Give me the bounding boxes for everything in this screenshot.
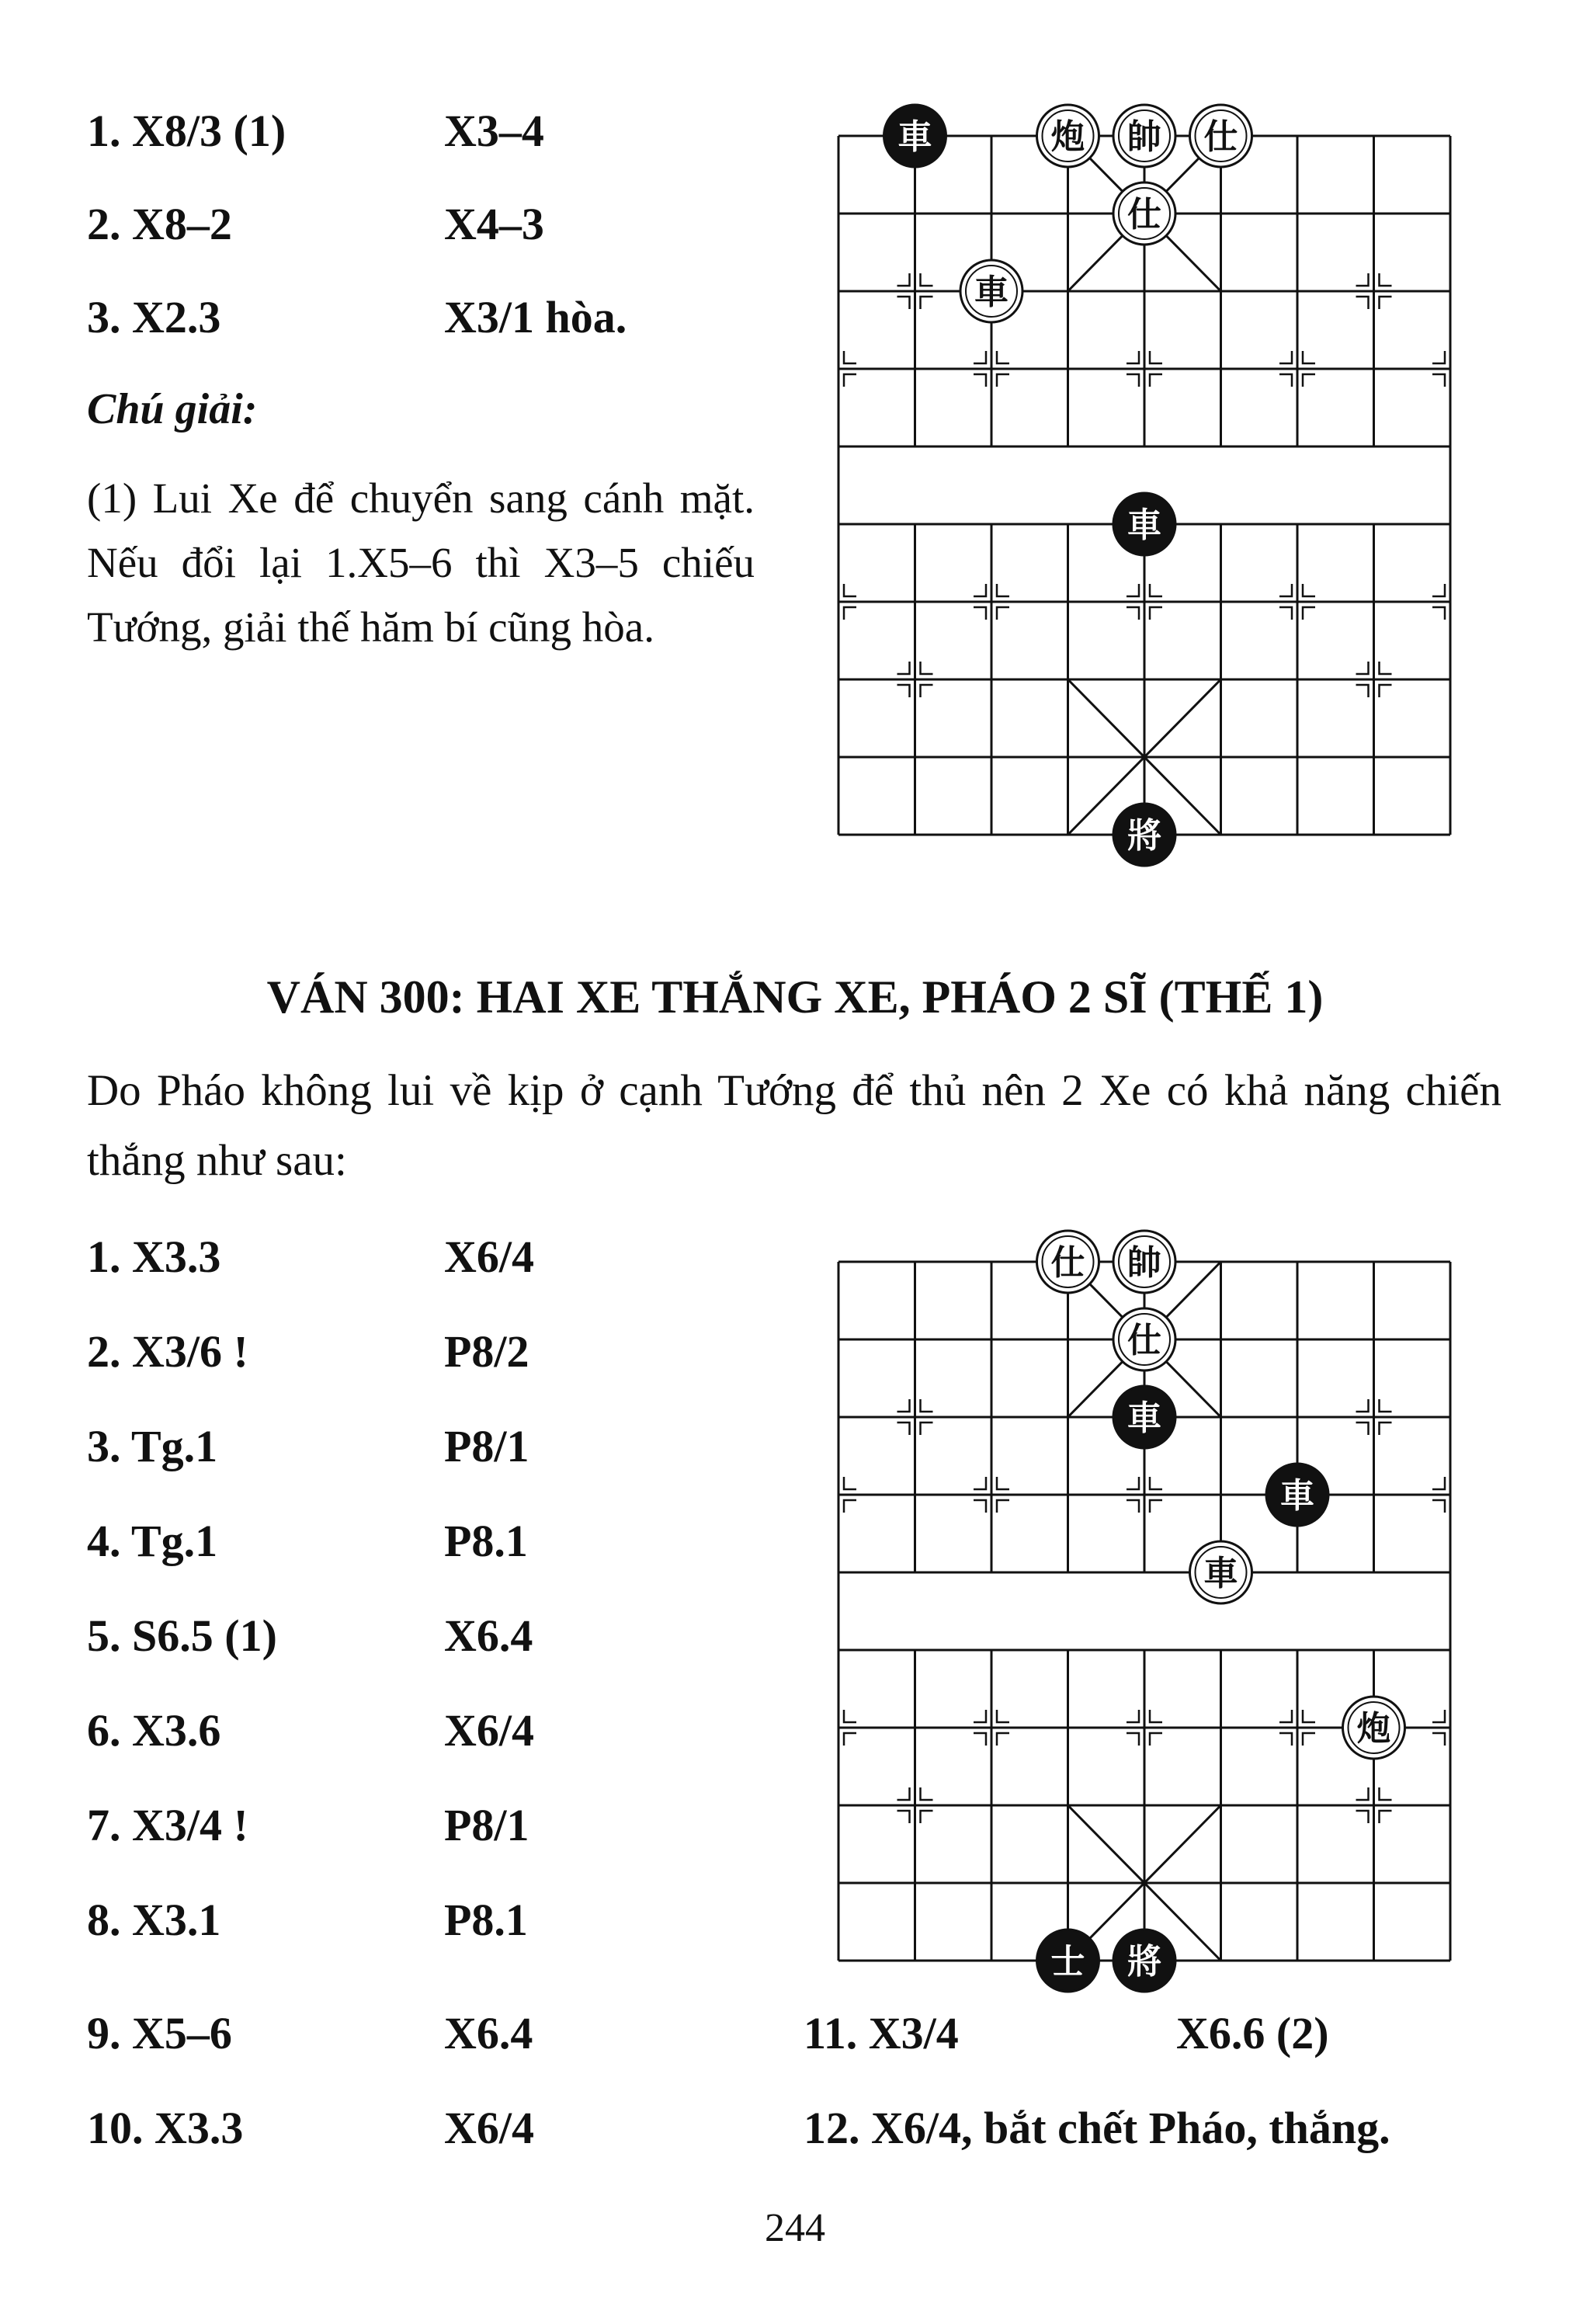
position-marker xyxy=(1380,1423,1392,1435)
piece-label: 仕 xyxy=(1203,117,1238,157)
position-marker xyxy=(1127,374,1139,387)
black-piece xyxy=(1113,804,1175,866)
move-2-red: 2. X8–2 xyxy=(87,199,232,249)
position-marker xyxy=(997,1477,1009,1489)
move2-9-black: X6.4 xyxy=(444,2008,533,2058)
page-number: 244 xyxy=(765,2206,825,2250)
move2-11-black: X6.6 (2) xyxy=(1176,2008,1329,2058)
position-marker xyxy=(997,374,1009,387)
position-marker xyxy=(1150,1477,1162,1489)
move-1-black: X3–4 xyxy=(444,106,544,156)
move2-10-red: 10. X3.3 xyxy=(87,2103,244,2153)
note-title: Chú giải: xyxy=(87,385,258,433)
piece-label: 仕 xyxy=(1127,1321,1161,1360)
move2-2-black: P8/2 xyxy=(444,1326,529,1377)
move2-5-red: 5. S6.5 (1) xyxy=(87,1610,277,1661)
move2-2-red: 2. X3/6 ! xyxy=(87,1326,248,1377)
position-marker xyxy=(1356,1399,1369,1412)
position-marker xyxy=(1380,273,1392,286)
piece-label: 帥 xyxy=(1127,117,1161,157)
move-3-black: X3/1 hòa. xyxy=(444,292,627,342)
position-marker xyxy=(1380,1787,1392,1800)
piece-label: 炮 xyxy=(1356,1709,1391,1749)
position-marker xyxy=(1279,1733,1292,1746)
move2-12-red: 12. X6/4, bắt chết Pháo, thắng. xyxy=(804,2103,1390,2153)
position-marker xyxy=(1432,351,1445,363)
position-marker xyxy=(1279,351,1292,363)
piece-label: 炮 xyxy=(1050,117,1085,157)
position-marker xyxy=(1127,584,1139,596)
position-marker xyxy=(1279,1710,1292,1722)
move2-4-red: 4. Tg.1 xyxy=(87,1516,218,1566)
position-marker xyxy=(1150,374,1162,387)
position-marker xyxy=(921,1787,933,1800)
position-marker xyxy=(1150,1500,1162,1513)
position-marker xyxy=(974,584,986,596)
white-piece xyxy=(1113,105,1175,167)
position-marker xyxy=(974,1733,986,1746)
position-marker xyxy=(997,1733,1009,1746)
position-marker xyxy=(897,273,910,286)
position-marker xyxy=(1303,1733,1315,1746)
position-marker xyxy=(921,1399,933,1412)
move2-11-red: 11. X3/4 xyxy=(804,2008,959,2058)
position-marker xyxy=(1127,1733,1139,1746)
piece-label: 車 xyxy=(1127,1398,1161,1438)
position-marker xyxy=(1432,1477,1445,1489)
position-marker xyxy=(974,374,986,387)
position-marker xyxy=(844,1477,856,1489)
white-piece xyxy=(1113,1231,1175,1293)
position-marker xyxy=(1356,662,1369,674)
move2-1-red: 1. X3.3 xyxy=(87,1231,221,1282)
black-piece xyxy=(1113,493,1175,555)
black-piece xyxy=(884,105,946,167)
position-marker xyxy=(897,1423,910,1435)
section-intro: Do Pháo không lui về kịp ở cạnh Tướng để thủ nên 2 Xe có khả năng chiến thắng như sau: xyxy=(87,1066,1501,1185)
move2-3-black: P8/1 xyxy=(444,1421,529,1471)
position-marker xyxy=(1356,1787,1369,1800)
position-marker xyxy=(921,685,933,697)
position-marker xyxy=(1432,374,1445,387)
position-marker xyxy=(1432,1733,1445,1746)
position-marker xyxy=(1356,297,1369,309)
position-marker xyxy=(1432,584,1445,596)
xiangqi-board-1 xyxy=(823,101,1475,870)
position-marker xyxy=(1356,1423,1369,1435)
position-marker xyxy=(974,607,986,620)
position-marker xyxy=(997,1500,1009,1513)
position-marker xyxy=(921,297,933,309)
position-marker xyxy=(1127,1477,1139,1489)
position-marker xyxy=(897,297,910,309)
piece-label: 士 xyxy=(1050,1942,1085,1982)
position-marker xyxy=(844,607,856,620)
position-marker xyxy=(1356,685,1369,697)
position-marker xyxy=(1303,584,1315,596)
white-piece xyxy=(1113,182,1175,245)
piece-label: 將 xyxy=(1127,1942,1161,1982)
section-heading: VÁN 300: HAI XE THẮNG XE, PHÁO 2 SĨ (THẾ 1) xyxy=(266,971,1324,1023)
position-marker xyxy=(844,351,856,363)
black-piece xyxy=(1266,1464,1328,1526)
piece-label: 車 xyxy=(974,273,1009,312)
position-marker xyxy=(921,1423,933,1435)
position-marker xyxy=(1150,607,1162,620)
piece-label: 帥 xyxy=(1127,1243,1161,1283)
position-marker xyxy=(1380,685,1392,697)
move2-1-black: X6/4 xyxy=(444,1231,534,1282)
position-marker xyxy=(1127,607,1139,620)
position-marker xyxy=(997,607,1009,620)
position-marker xyxy=(1279,584,1292,596)
position-marker xyxy=(1127,1710,1139,1722)
position-marker xyxy=(1279,374,1292,387)
move2-4-black: P8.1 xyxy=(444,1516,528,1566)
move-3-red: 3. X2.3 xyxy=(87,292,221,342)
move-1-red: 1. X8/3 (1) xyxy=(87,106,286,156)
position-marker xyxy=(844,1710,856,1722)
position-marker xyxy=(1380,662,1392,674)
position-marker xyxy=(974,351,986,363)
position-marker xyxy=(844,374,856,387)
position-marker xyxy=(974,1710,986,1722)
position-marker xyxy=(1150,1710,1162,1722)
white-piece xyxy=(1037,1231,1099,1293)
piece-label: 車 xyxy=(897,117,932,157)
move2-7-red: 7. X3/4 ! xyxy=(87,1800,248,1850)
move2-3-red: 3. Tg.1 xyxy=(87,1421,218,1471)
move2-5-black: X6.4 xyxy=(444,1610,533,1661)
position-marker xyxy=(1380,1399,1392,1412)
move2-10-black: X6/4 xyxy=(444,2103,534,2153)
position-marker xyxy=(1356,1811,1369,1823)
position-marker xyxy=(1380,297,1392,309)
position-marker xyxy=(1356,273,1369,286)
position-marker xyxy=(897,685,910,697)
move2-8-black: P8.1 xyxy=(444,1895,528,1945)
position-marker xyxy=(897,1787,910,1800)
position-marker xyxy=(1303,607,1315,620)
black-piece xyxy=(1113,1930,1175,1992)
position-marker xyxy=(1432,1710,1445,1722)
position-marker xyxy=(1127,1500,1139,1513)
position-marker xyxy=(997,1710,1009,1722)
position-marker xyxy=(1150,351,1162,363)
position-marker xyxy=(844,1500,856,1513)
position-marker xyxy=(1150,1733,1162,1746)
position-marker xyxy=(897,1811,910,1823)
position-marker xyxy=(897,662,910,674)
position-marker xyxy=(921,662,933,674)
position-marker xyxy=(1127,351,1139,363)
move2-6-red: 6. X3.6 xyxy=(87,1705,221,1756)
position-marker xyxy=(1432,1500,1445,1513)
position-marker xyxy=(921,273,933,286)
position-marker xyxy=(1279,607,1292,620)
move2-6-black: X6/4 xyxy=(444,1705,534,1756)
position-marker xyxy=(1303,374,1315,387)
position-marker xyxy=(997,351,1009,363)
note-text: (1) Lui Xe để chuyển sang cánh mặt. Nếu đổi lại 1.X5–6 thì X3–5 chiếu Tướng, giải thế hăm bí cũng hòa. xyxy=(87,474,755,651)
piece-label: 將 xyxy=(1127,816,1161,856)
white-piece xyxy=(1190,105,1252,167)
position-marker xyxy=(921,1811,933,1823)
move2-8-red: 8. X3.1 xyxy=(87,1895,221,1945)
position-marker xyxy=(897,1399,910,1412)
white-piece xyxy=(1190,1541,1252,1603)
position-marker xyxy=(844,584,856,596)
white-piece xyxy=(1343,1697,1405,1759)
piece-label: 車 xyxy=(1203,1554,1238,1593)
piece-label: 仕 xyxy=(1127,195,1161,234)
black-piece xyxy=(1113,1386,1175,1448)
piece-label: 車 xyxy=(1127,505,1161,545)
move2-9-red: 9. X5–6 xyxy=(87,2008,232,2058)
position-marker xyxy=(1150,584,1162,596)
position-marker xyxy=(974,1477,986,1489)
black-piece xyxy=(1037,1930,1099,1992)
position-marker xyxy=(844,1733,856,1746)
white-piece xyxy=(1113,1308,1175,1370)
position-marker xyxy=(1303,351,1315,363)
position-marker xyxy=(1303,1710,1315,1722)
xiangqi-board-2 xyxy=(823,1227,1475,1996)
piece-label: 車 xyxy=(1280,1476,1314,1516)
move2-7-black: P8/1 xyxy=(444,1800,529,1850)
position-marker xyxy=(1432,607,1445,620)
piece-label: 仕 xyxy=(1050,1243,1085,1283)
white-piece xyxy=(960,260,1022,322)
move-2-black: X4–3 xyxy=(444,199,544,249)
position-marker xyxy=(997,584,1009,596)
position-marker xyxy=(974,1500,986,1513)
white-piece xyxy=(1037,105,1099,167)
position-marker xyxy=(1380,1811,1392,1823)
